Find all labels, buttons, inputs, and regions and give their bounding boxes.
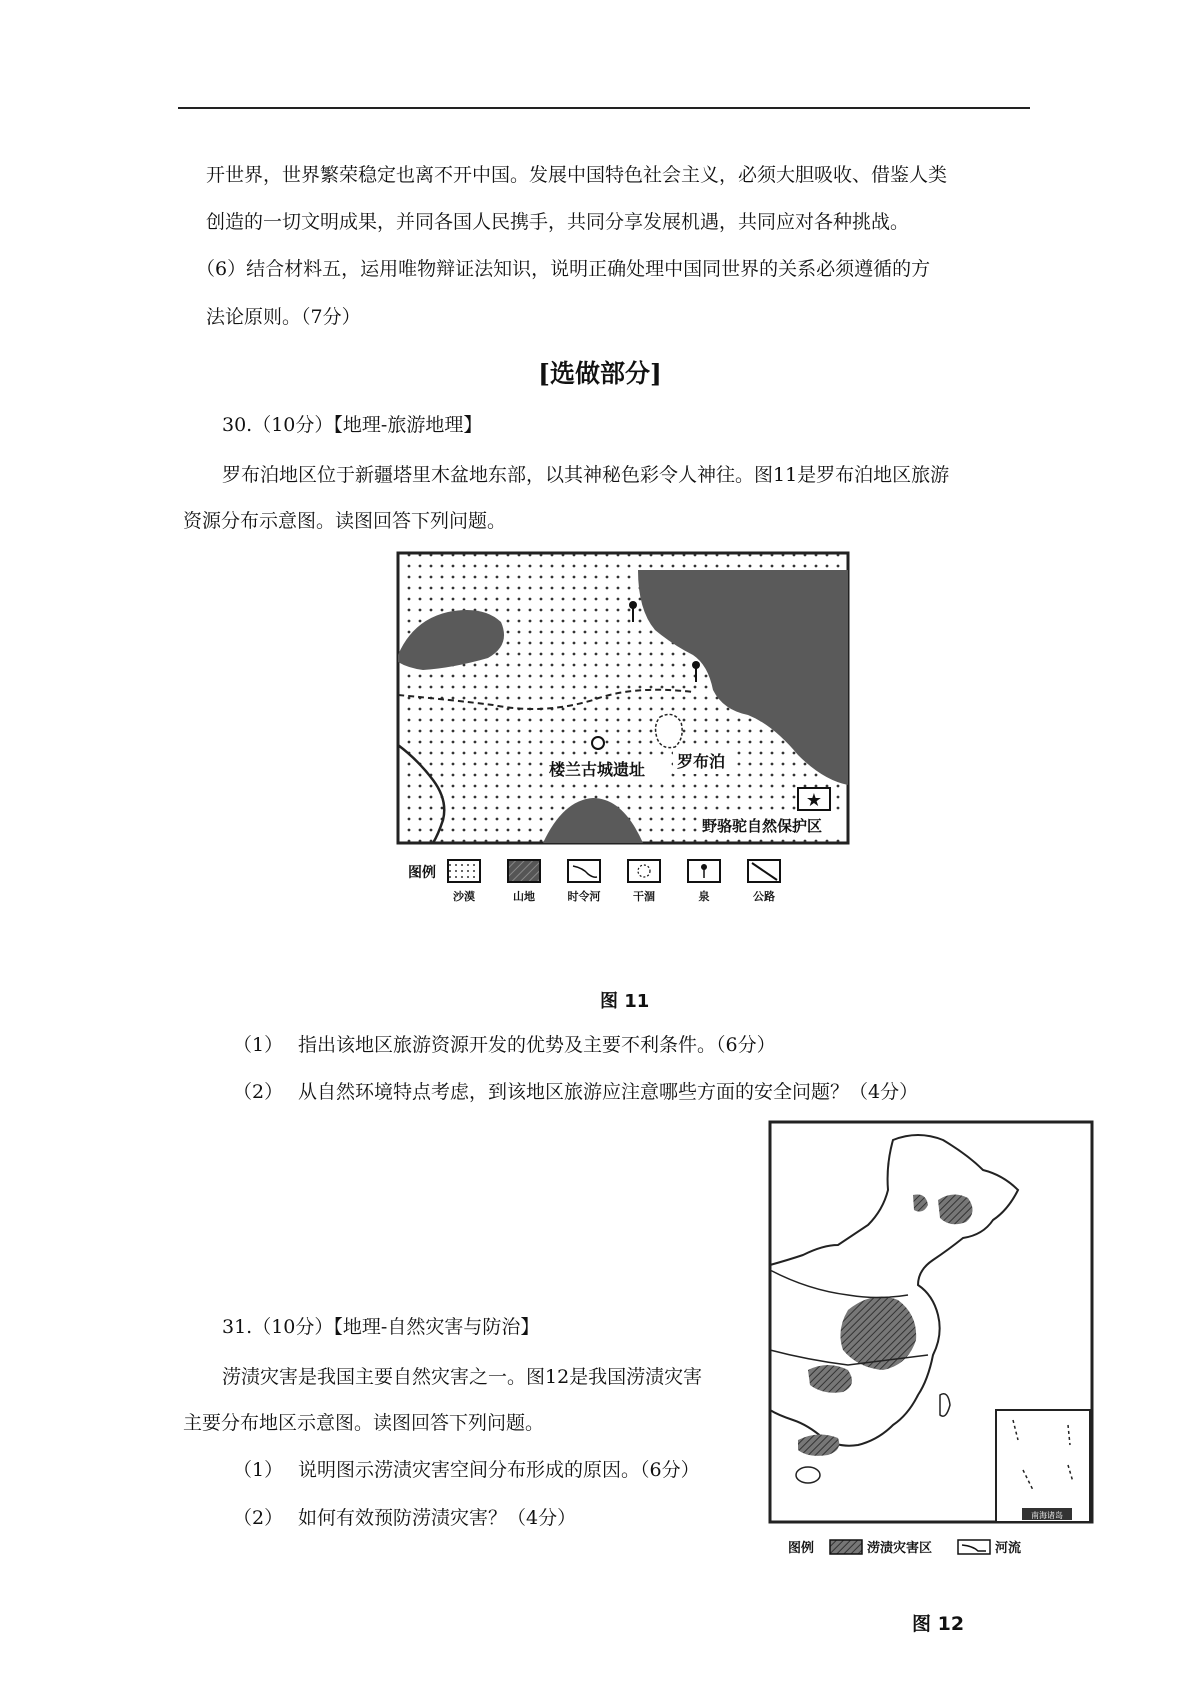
figure-12-china-waterlogging-map xyxy=(768,1120,1098,1600)
section-heading: [选做部分] xyxy=(538,359,662,388)
question-31-title: 31.（10分）【地理-自然灾害与防治】 xyxy=(222,1316,540,1338)
question-30-sub1-text: 指出该地区旅游资源开发的优势及主要不利条件。（6分） xyxy=(298,1034,776,1056)
legend-title: 图例 xyxy=(408,865,436,881)
material-text-line-2: 创造的一切文明成果，并同各国人民携手，共同分享发展机遇，共同应对各种挑战。 xyxy=(206,211,910,233)
question-30-title: 30.（10分）【地理-旅游地理】 xyxy=(222,414,483,436)
legend-spring-swatch xyxy=(688,860,720,882)
question-30-intro-line-1: 罗布泊地区位于新疆塔里木盆地东部，以其神秘色彩令人神往。图11是罗布泊地区旅游 xyxy=(222,464,950,486)
material-text-line-1: 开世界，世界繁荣稳定也离不开中国。发展中国特色社会主义，必须大胆吸收、借鉴人类 xyxy=(206,164,948,186)
legend-seasonal-river-swatch xyxy=(568,860,600,882)
legend-label-spring: 泉 xyxy=(698,890,710,903)
question-31-intro-line-1: 涝渍灾害是我国主要自然灾害之一。图12是我国涝渍灾害 xyxy=(222,1366,703,1388)
legend-label-seasonal-river: 时令河 xyxy=(567,890,601,903)
reserve-label: 野骆驼自然保护区 xyxy=(702,817,823,835)
question-30-sub2-number: （2） xyxy=(233,1081,284,1103)
waterlogging-area-south xyxy=(798,1434,839,1455)
ruins-label: 楼兰古城遗址 xyxy=(549,760,646,779)
inset-label: 南海诸岛 xyxy=(1031,1511,1063,1520)
question-6-line-2: 法论原则。（7分） xyxy=(206,306,361,328)
question-31-intro-line-2: 主要分布地区示意图。读图回答下列问题。 xyxy=(183,1412,545,1434)
question-30-sub1-number: （1） xyxy=(233,1034,284,1056)
legend-waterlogging-swatch xyxy=(830,1540,862,1554)
legend-label-waterlogging: 涝渍灾害区 xyxy=(867,1541,933,1556)
south-china-sea-inset xyxy=(996,1410,1090,1522)
legend-title: 图例 xyxy=(788,1541,815,1556)
question-31-sub2-number: （2） xyxy=(233,1507,284,1529)
svg-text:★: ★ xyxy=(805,790,823,811)
legend-label-highway: 公路 xyxy=(753,890,775,903)
legend-dry-lake-swatch xyxy=(628,860,660,882)
question-30-intro-line-2: 资源分布示意图。读图回答下列问题。 xyxy=(183,510,507,532)
legend-label-dry-lake: 干涸 xyxy=(633,890,655,903)
question-30-sub2-text: 从自然环境特点考虑，到该地区旅游应注意哪些方面的安全问题？（4分） xyxy=(298,1081,919,1103)
question-31-sub1-text: 说明图示涝渍灾害空间分布形成的原因。（6分） xyxy=(298,1459,700,1481)
legend-desert-swatch xyxy=(448,860,480,882)
lake-label: 罗布泊 xyxy=(677,752,726,771)
legend-river-swatch xyxy=(958,1540,990,1554)
legend-highway-swatch xyxy=(748,860,780,882)
legend-label-river: 河流 xyxy=(995,1541,1022,1556)
figure-11-lop-nur-map xyxy=(393,550,854,922)
header-rule xyxy=(178,107,1030,109)
question-6-line-1: （6）结合材料五，运用唯物辩证法知识，说明正确处理中国同世界的关系必须遵循的方 xyxy=(196,258,931,280)
legend-label-desert: 沙漠 xyxy=(453,890,475,903)
ruins-marker-icon xyxy=(592,737,604,749)
figure-11-caption: 图 11 xyxy=(600,991,650,1012)
legend-mountain-swatch xyxy=(508,860,540,882)
waterlogging-area-northeast xyxy=(938,1194,973,1224)
figure-12-caption: 图 12 xyxy=(912,1613,965,1635)
dry-lake-lop-nur xyxy=(656,714,683,747)
question-31-sub1-number: （1） xyxy=(233,1459,284,1481)
hainan-island xyxy=(796,1467,820,1483)
question-31-sub2-text: 如何有效预防涝渍灾害？（4分） xyxy=(298,1507,577,1529)
legend-label-mountain: 山地 xyxy=(513,890,535,903)
